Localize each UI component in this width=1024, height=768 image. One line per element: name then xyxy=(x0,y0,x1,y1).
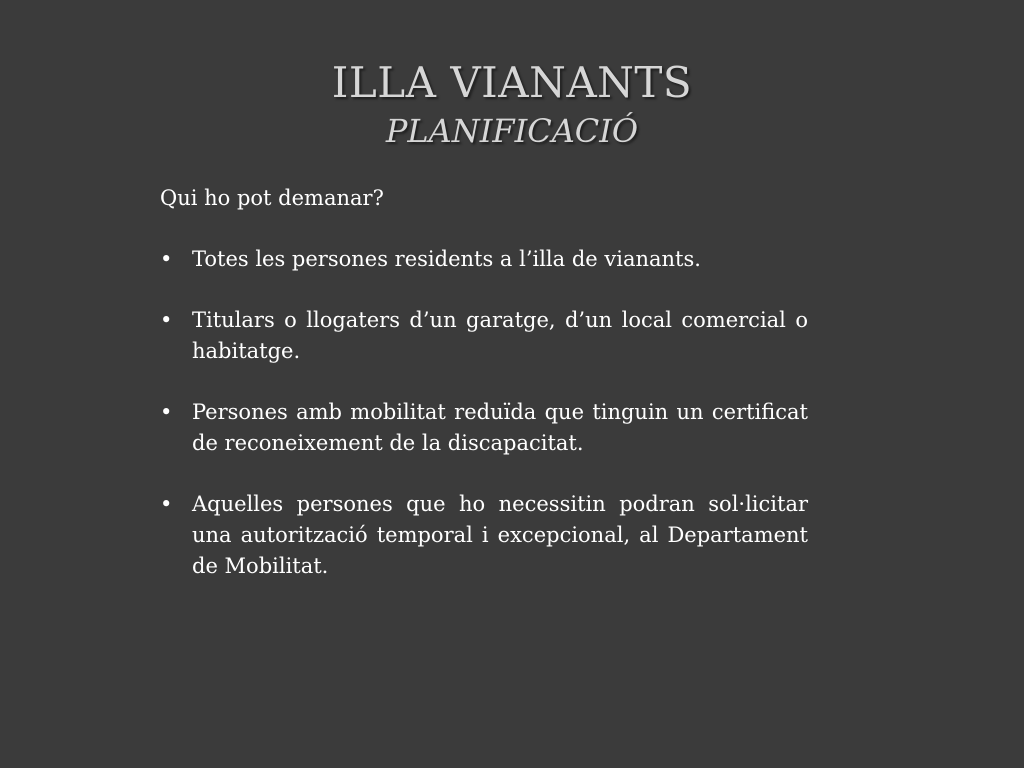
bullet-item xyxy=(160,305,808,367)
bullet-text: Totes les persones residents a l’illa de vianants. xyxy=(192,247,701,271)
bullet-icon: • xyxy=(160,492,173,516)
bullet-item xyxy=(160,244,808,275)
bullet-text: Titulars o llogaters d’un garatge, d’un local comercial o habitatge. xyxy=(192,308,808,363)
slide-subtitle: PLANIFICACIÓ xyxy=(385,112,639,150)
slide-title: ILLA VIANANTS xyxy=(331,58,693,107)
bullet-icon: • xyxy=(160,247,173,271)
bullet-text: Aquelles persones que ho necessitin podran sol·licitar una autorització temporal i excepcional, al Departament de Mobilitat. xyxy=(192,492,808,578)
slide-body xyxy=(160,183,808,612)
bullet-item xyxy=(160,397,808,459)
bullet-list xyxy=(160,244,808,582)
intro-question: Qui ho pot demanar? xyxy=(160,186,384,210)
bullet-icon: • xyxy=(160,400,173,424)
bullet-item xyxy=(160,489,808,582)
bullet-text: Persones amb mobilitat reduïda que tinguin un certificat de reconeixement de la discapacitat. xyxy=(192,400,808,455)
bullet-icon: • xyxy=(160,308,173,332)
